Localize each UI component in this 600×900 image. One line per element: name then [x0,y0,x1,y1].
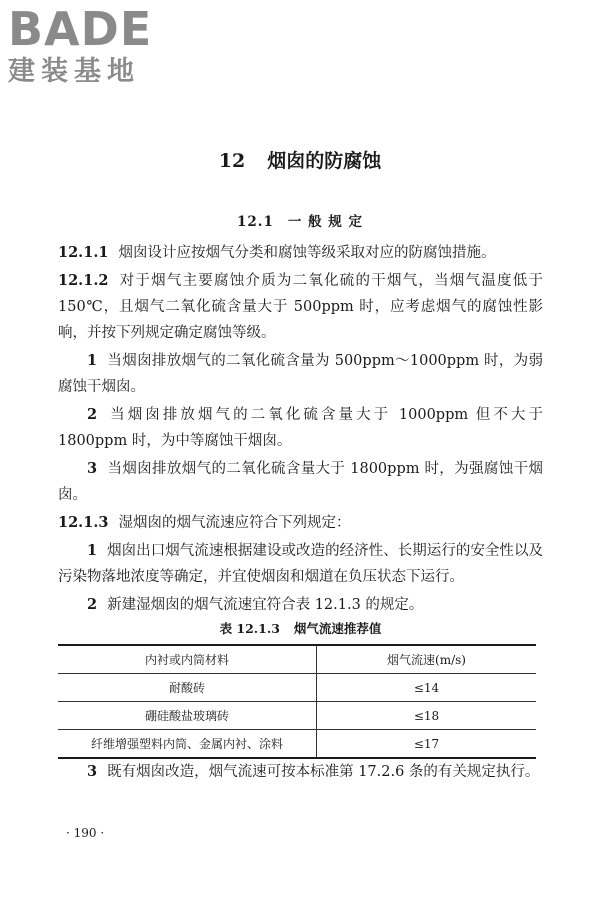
item-number: 2 [87,596,98,613]
chapter-number: 12 [218,150,246,172]
clause-number: 12.1.2 [58,272,109,289]
table-row [58,702,536,730]
list-item [58,456,543,508]
table-header-cell: 内衬或内筒材料 [58,645,317,674]
clause-text: 对于烟气主要腐蚀介质为二氧化硫的干烟气，当烟气温度低于 150℃，且烟气二氧化硫含量大于 500ppm 时，应考虑烟气的腐蚀性影响，并按下列规定确定腐蚀等级。 [58,273,543,341]
logo-sub-text: 建装基地 [8,56,140,87]
item-number: 1 [87,542,98,559]
table-caption [58,620,543,638]
section-title: 一 般 规 定 [287,214,363,230]
list-item [58,538,543,590]
clause-text: 烟囱设计应按烟气分类和腐蚀等级采取对应的防腐蚀措施。 [118,245,496,261]
table-row [58,674,536,702]
list-item [58,348,543,400]
table-header-cell: 烟气流速(m/s) [317,645,537,674]
table-number: 表 12.1.3 [219,621,280,636]
table-cell: 硼硅酸盐玻璃砖 [58,702,317,730]
chapter-title: 烟囱的防腐蚀 [267,150,382,172]
logo [8,2,178,88]
item-text: 既有烟囱改造，烟气流速可按本标准第 17.2.6 条的有关规定执行。 [107,764,540,780]
table-cell: ≤14 [317,674,537,702]
page-number: · 190 · [66,826,105,840]
item-number: 2 [87,406,98,423]
list-item [58,592,543,618]
item-number: 3 [87,460,98,477]
table-header-row [58,645,536,674]
clause-number: 12.1.3 [58,514,109,531]
chapter-heading [0,146,600,173]
item-text: 当烟囱排放烟气的二氧化硫含量为 500ppm～1000ppm 时，为弱腐蚀干烟囱。 [58,353,543,395]
table-cell: ≤17 [317,730,537,759]
clause-text: 湿烟囱的烟气流速应符合下列规定： [118,515,351,531]
document-body [58,240,543,787]
clause-number: 12.1.1 [58,244,109,261]
logo-main-text: BADE [8,2,153,56]
table-row [58,730,536,759]
clause-12-1-2 [58,268,543,346]
list-item [58,759,543,785]
item-number: 3 [87,763,98,780]
list-item [58,402,543,454]
clause-12-1-3 [58,510,543,536]
table-cell: ≤18 [317,702,537,730]
item-text: 新建湿烟囱的烟气流速宜符合表 12.1.3 的规定。 [107,597,424,613]
item-text: 烟囱出口烟气流速根据建设或改造的经济性、长期运行的安全性以及污染物落地浓度等确定，并宜使烟囱和烟道在负压状态下运行。 [58,543,543,585]
item-text: 当烟囱排放烟气的二氧化硫含量大于 1800ppm 时，为强腐蚀干烟囱。 [58,461,543,503]
item-text: 当烟囱排放烟气的二氧化硫含量大于 1000ppm 但不大于 1800ppm 时，为中等腐蚀干烟囱。 [58,407,543,449]
clause-12-1-1 [58,240,543,266]
section-number: 12.1 [237,214,274,230]
item-number: 1 [87,352,98,369]
section-heading [0,210,600,230]
table-title: 烟气流速推荐值 [293,621,382,636]
table-cell: 耐酸砖 [58,674,317,702]
flow-velocity-table [58,644,536,759]
table-cell: 纤维增强塑料内筒、金属内衬、涂料 [58,730,317,759]
